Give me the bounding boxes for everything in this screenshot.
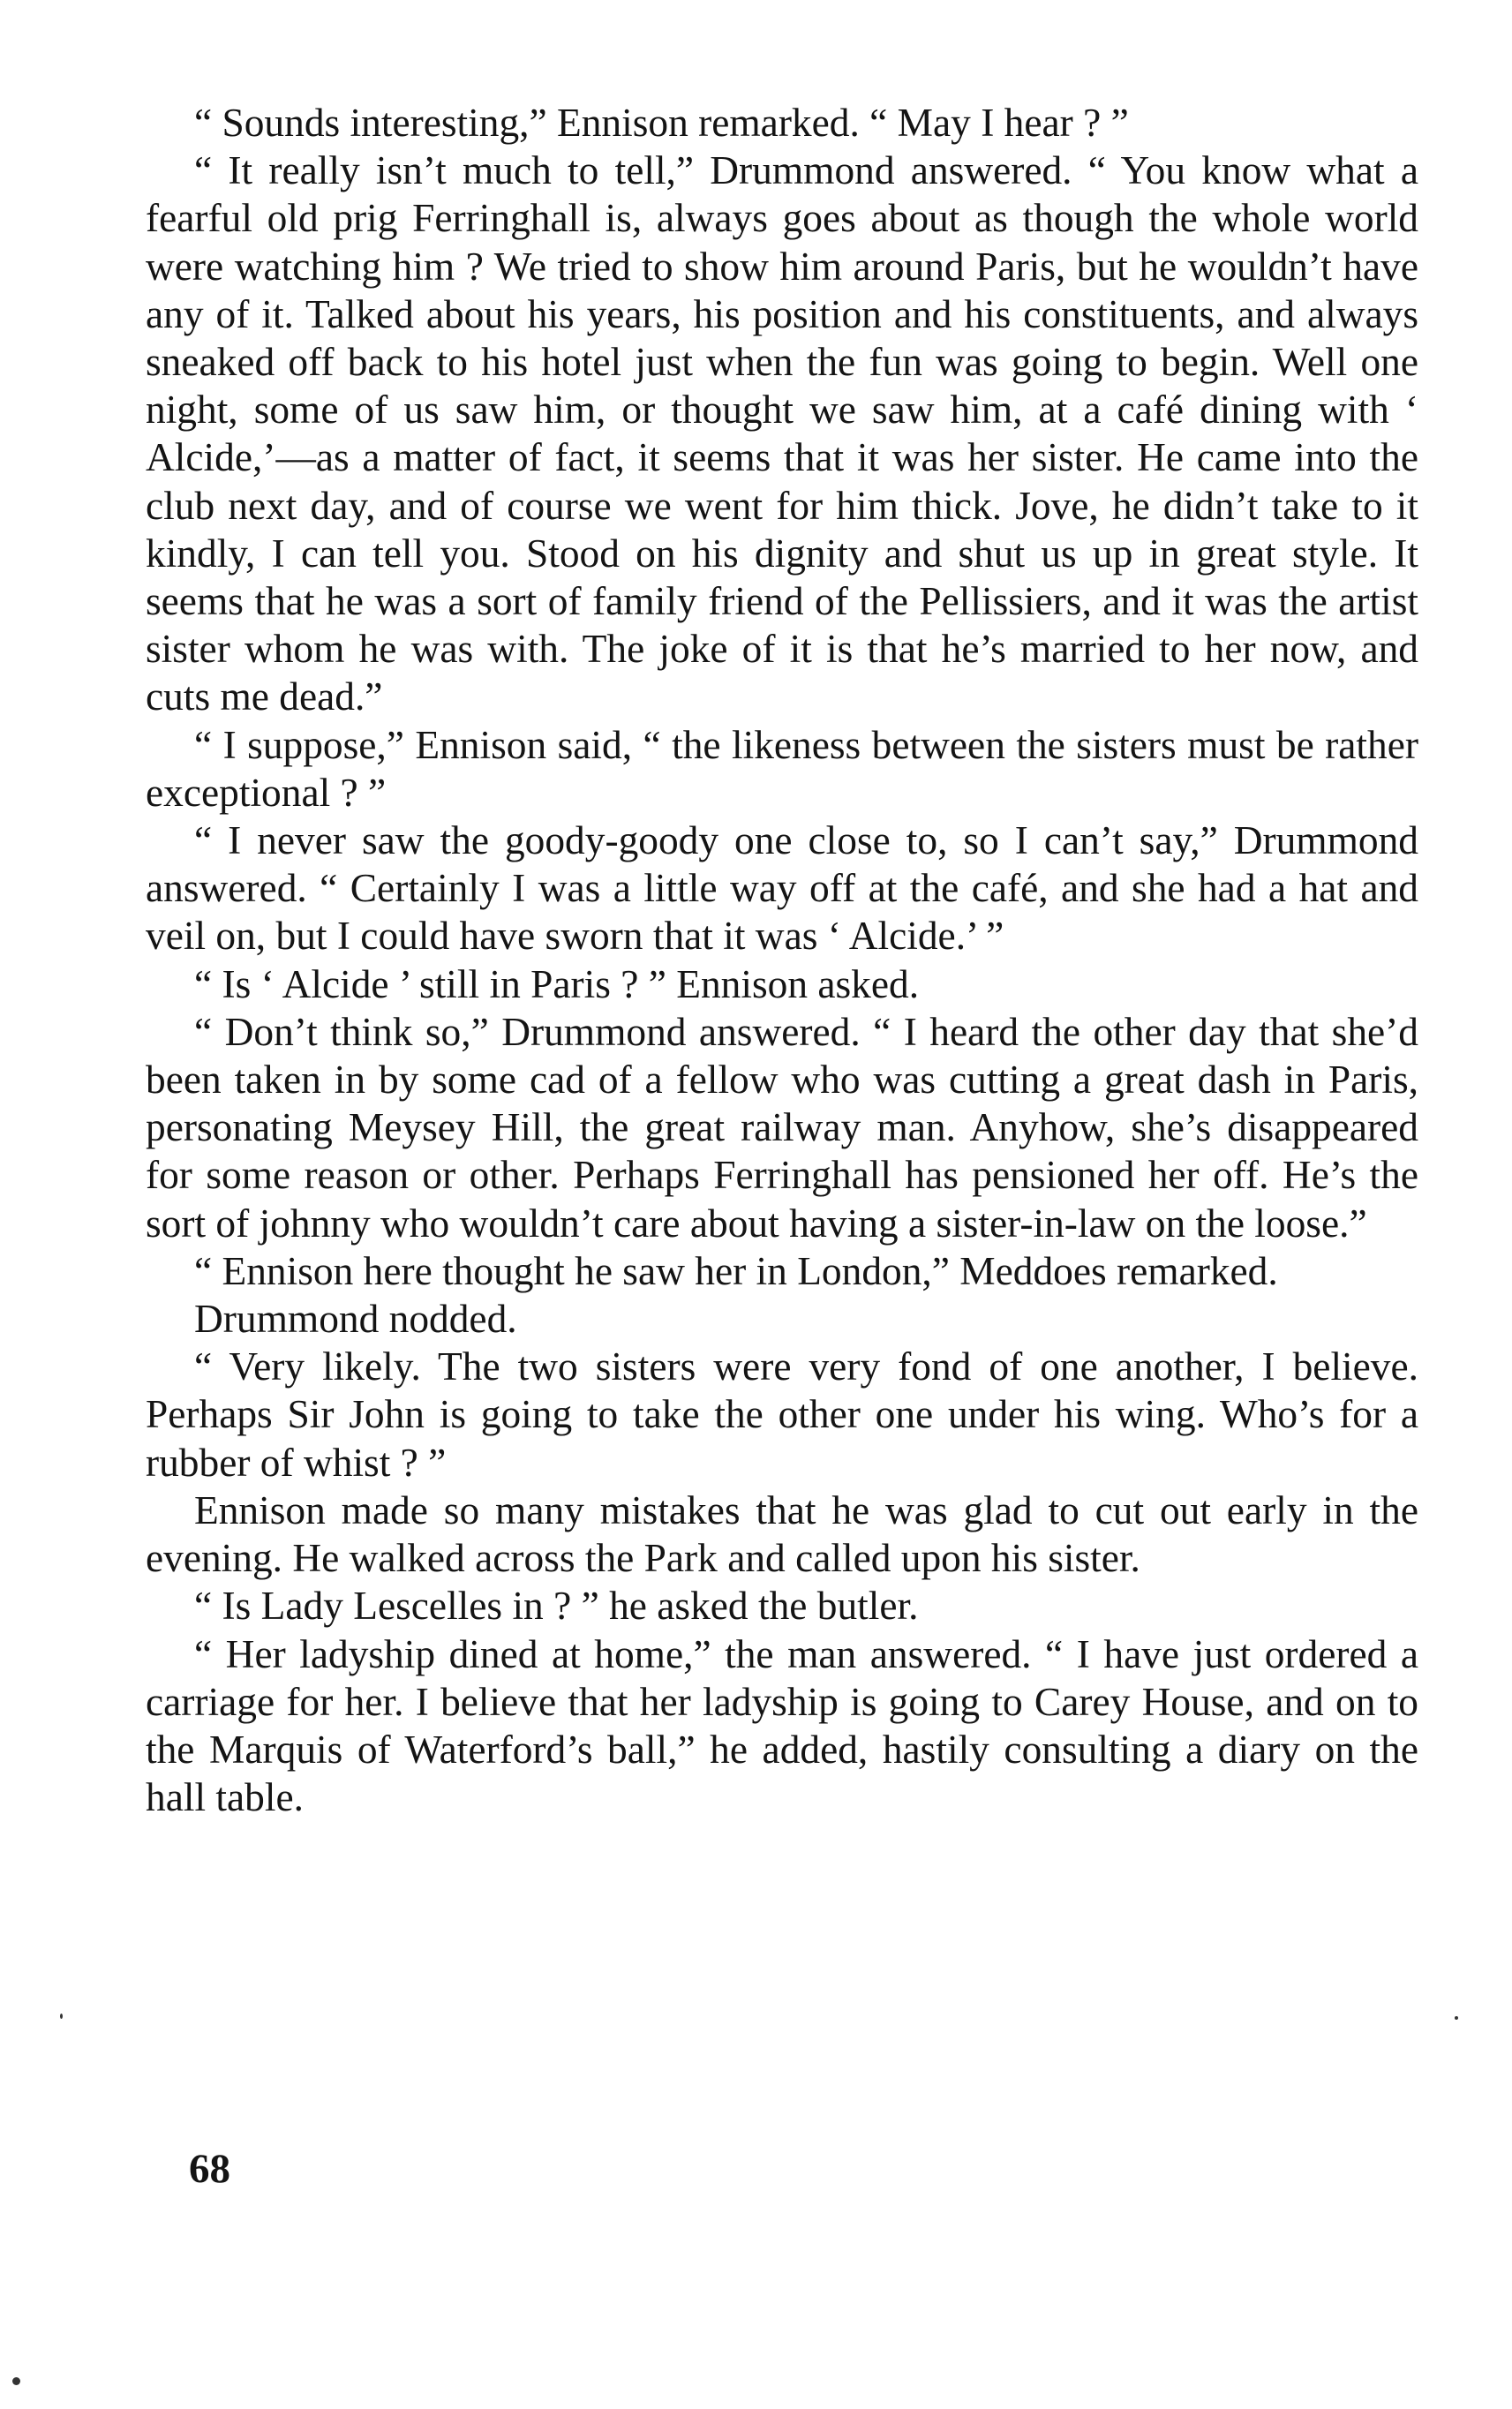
paragraph: “ Ennison here thought he saw her in London,” Meddoes remarked. (194, 1248, 1278, 1293)
paragraph: “ Her ladyship dined at home,” the man answered. “ I have just ordered a carriage for her. I believe that her ladyship is going to Carey House, and on to the Marquis of Waterford’s ball,” he added, hastily consulting a diary on the hall table. (146, 1631, 1418, 1820)
paragraph: “ I never saw the goody-goody one close to, so I can’t say,” Drummond answered. “ Certainly I was a little way off at the café, and she had a hat and veil on, but I could have sworn that it was ‘ Alcide.’ ” (146, 818, 1418, 959)
body-text (146, 99, 1418, 1821)
paragraph: “ Very likely. The two sisters were very fond of one another, I believe. Perhaps Sir John is going to take the other one under his wing. Who’s for a rubber of whist ? ” (146, 1344, 1418, 1485)
paragraph: “ I suppose,” Ennison said, “ the likeness between the sisters must be rather exceptional ? ” (146, 722, 1418, 815)
scan-speck (1455, 2016, 1458, 2020)
paragraph: “ It really isn’t much to tell,” Drummond answered. “ You know what a fearful old prig Ferringhall is, always goes about as though the whole world were watching him ? We tried to show him around Paris, but he wouldn’t have any of it. Talked about his years, his position and his constituents, and always sneaked off back to his hotel just when the fun was going to begin. Well one night, some of us saw him, or thought we saw him, at a café dining with ‘ Alcide,’—as a matter of fact, it seems that it was her sister. He came into the club next day, and of course we went for him thick. Jove, he didn’t take to it kindly, I can tell you. Stood on his dignity and shut us up in great style. It seems that he was a sort of family friend of the Pellissiers, and it was the artist sister whom he was with. The joke of it is that he’s married to her now, and cuts me dead.” (146, 148, 1418, 719)
paragraph: “ Don’t think so,” Drummond answered. “ I heard the other day that she’d been taken in by some cad of a fellow who was cutting a great dash in Paris, personating Meysey Hill, the great railway man. Anyhow, she’s disappeared for some reason or other. Perhaps Ferringhall has pensioned her off. He’s the sort of johnny who wouldn’t care about having a sister-in-law on the loose.” (146, 1009, 1418, 1246)
page-number: 68 (189, 2146, 230, 2192)
paragraph: “ Is ‘ Alcide ’ still in Paris ? ” Ennison asked. (194, 961, 920, 1006)
paragraph: “ Sounds interesting,” Ennison remarked. “ May I hear ? ” (194, 101, 1129, 145)
paragraph: Drummond nodded. (194, 1297, 517, 1342)
scan-speck (60, 2014, 63, 2019)
paragraph: “ Is Lady Lescelles in ? ” he asked the butler. (194, 1584, 919, 1629)
paragraph: Ennison made so many mistakes that he was glad to cut out early in the evening. He walked across the Park and called upon his sister. (146, 1487, 1418, 1581)
scan-speck (12, 2377, 20, 2385)
